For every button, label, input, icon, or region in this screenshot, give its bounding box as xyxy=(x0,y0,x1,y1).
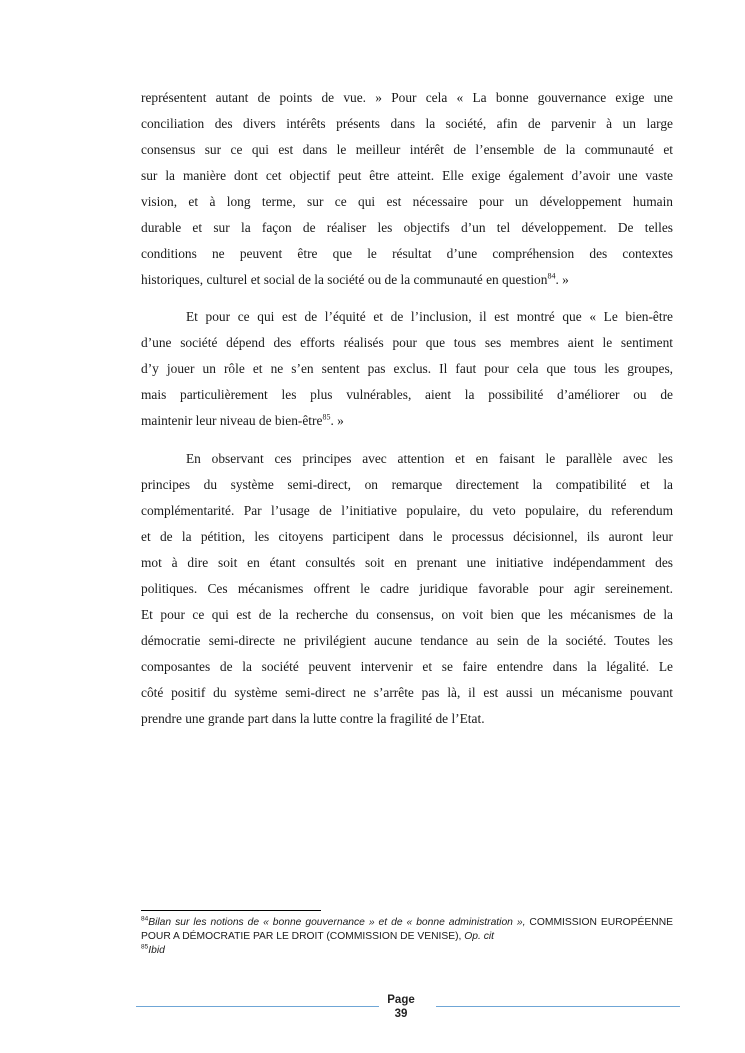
text-line: d’y jouer un rôle et ne s’en sentent pas exclus. Il faut pour cela que tous les groupes, xyxy=(141,361,673,376)
paragraph-2 xyxy=(141,304,673,434)
footnote-op-cit: Op. cit xyxy=(464,931,495,942)
text-line: mais particulièrement les plus vulnérables, aient la possibilité d’améliorer ou de xyxy=(141,387,673,402)
page-number xyxy=(370,993,432,1021)
text-line: durable et sur la façon de réaliser les objectifs d’un tel développement. De telles xyxy=(141,220,673,235)
page-label: Page xyxy=(387,994,415,1006)
footnote-number: 85 xyxy=(141,943,149,951)
footer-rule-left xyxy=(136,1006,379,1007)
footnote-title: Bilan sur les notions de « bonne gouvernance » et de « bonne administration », xyxy=(148,917,526,928)
footnote-ibid: Ibid xyxy=(148,945,165,956)
text-line: En observant ces principes avec attention et en faisant le parallèle avec les xyxy=(186,451,673,466)
text-line: prendre une grande part dans la lutte contre la fragilité de l’Etat. xyxy=(141,711,485,726)
paragraph-1 xyxy=(141,85,673,293)
text-line: complémentarité. Par l’usage de l’initiative populaire, du veto populaire, du referendum xyxy=(141,503,673,518)
closing-quote: . » xyxy=(330,413,344,428)
text-line: Et pour ce qui est de l’équité et de l’inclusion, il est montré que « Le bien-être xyxy=(186,309,673,324)
footnote-85 xyxy=(141,944,673,958)
text-line: représentent autant de points de vue. » Pour cela « La bonne gouvernance exige une xyxy=(141,90,673,105)
footnote-84 xyxy=(141,916,673,944)
footnote-separator xyxy=(141,910,321,911)
text-line: mot à dire soit en étant consultés soit en prenant une initiative indépendamment des xyxy=(141,555,673,570)
text-line: et de la pétition, les citoyens participent dans le processus décisionnel, ils auront leur xyxy=(141,529,673,544)
text-line: composantes de la société peuvent intervenir et se faire entendre dans la légalité. Le xyxy=(141,659,673,674)
footnote-reference[interactable]: 85 xyxy=(322,412,331,422)
text-line xyxy=(141,267,673,293)
text-line: vision, et à long terme, sur ce qui est nécessaire pour un développement humain xyxy=(141,194,673,209)
page-number-value: 39 xyxy=(394,1008,408,1020)
footnote-number: 84 xyxy=(141,915,149,923)
text-line: consensus sur ce qui est dans le meilleur intérêt de l’ensemble de la communauté et xyxy=(141,142,673,157)
paragraph-3 xyxy=(141,446,673,732)
text-line-content: maintenir leur niveau de bien-être xyxy=(141,413,323,428)
text-line-content: historiques, culturel et social de la société ou de la communauté en question xyxy=(141,272,548,287)
text-line: conditions ne peuvent être que le résultat d’une compréhension des contextes xyxy=(141,246,673,261)
text-line: démocratie semi-directe ne privilégient aucune tendance au sein de la société. Toutes les xyxy=(141,633,673,648)
text-line: Et pour ce qui est de la recherche du consensus, on voit bien que les mécanismes de la xyxy=(141,607,673,622)
text-line: principes du système semi-direct, on remarque directement la compatibilité et la xyxy=(141,477,673,492)
text-line: d’une société dépend des efforts réalisés pour que tous ses membres aient le sentiment xyxy=(141,335,673,350)
footnotes xyxy=(141,916,673,958)
text-line: politiques. Ces mécanismes offrent le cadre juridique favorable pour agir sereinement. xyxy=(141,581,673,596)
text-line: côté positif du système semi-direct ne s’arrête pas là, il est aussi un mécanisme pouvant xyxy=(141,685,673,700)
text-line: sur la manière dont cet objectif peut être atteint. Elle exige également d’avoir une vaste xyxy=(141,168,673,183)
text-line: conciliation des divers intérêts présents dans la société, afin de parvenir à un large xyxy=(141,116,673,131)
footnote-reference[interactable]: 84 xyxy=(547,271,556,281)
footnote-source: COMMISSION EUROPÉENNE POUR A DÉMOCRATIE PAR LE DROIT (COMMISSION DE VENISE), xyxy=(141,917,673,942)
footer-rule-right xyxy=(436,1006,680,1007)
closing-quote: . » xyxy=(555,272,569,287)
text-line xyxy=(141,408,673,434)
